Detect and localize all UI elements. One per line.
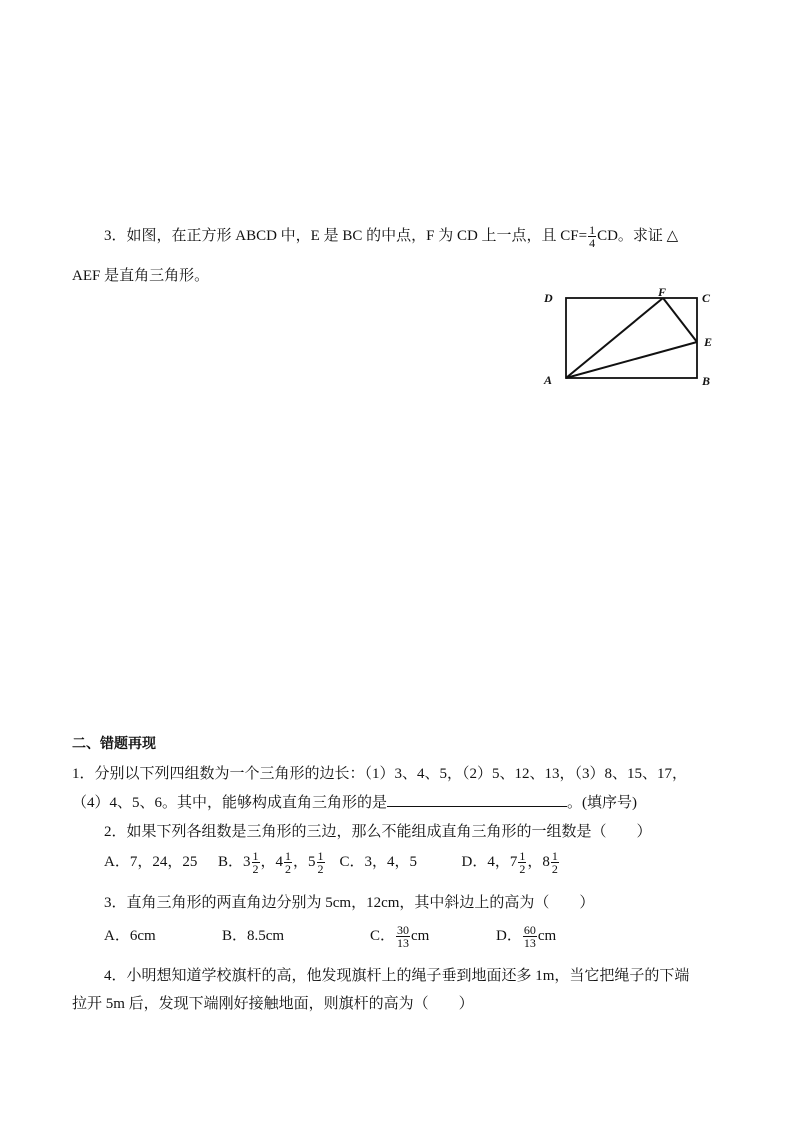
q2-option-b: B．3 $\frac{1}{2}$ ，4 $\frac{1}{2}$ ，5 $\frac{1}{2}$ xyxy=(218,849,324,876)
q2-option-d: D．4，7 $\frac{1}{2}$ ，8 $\frac{1}{2}$ xyxy=(461,849,558,876)
problem3-line2: AEF 是直角三角形。 xyxy=(72,268,210,284)
q3-option-c: C． $\frac{30}{13}$ cm xyxy=(370,923,430,950)
q3-stem: 3．直角三角形的两直角边分别为 5cm，12cm，其中斜边上的高为（ ） xyxy=(104,895,595,911)
segment-fe xyxy=(663,298,697,342)
label-b: B xyxy=(702,374,711,388)
q4-line1: 4．小明想知道学校旗杆的高，他发现旗杆上的绳子垂到地面还多 1m，当它把绳子的下端 xyxy=(104,968,690,984)
q4-line2: 拉开 5m 后，发现下端刚好接触地面，则旗杆的高为（ ） xyxy=(72,996,474,1012)
square-outline xyxy=(566,298,697,378)
problem3-text-prefix: 3．如图，在正方形 ABCD 中，E 是 BC 的中点，F 为 CD 上一点，且 CF= xyxy=(104,227,588,244)
fraction-one-quarter: $\frac{1}{4}$ xyxy=(589,223,596,250)
problem3-line1 xyxy=(104,224,678,249)
problem3-text-suffix: CD。求证 △ xyxy=(597,227,679,244)
q2-stem: 2．如果下列各组数是三角形的三边，那么不能组成直角三角形的一组数是（ ） xyxy=(104,824,652,840)
q2-option-a: A．7，24，25 xyxy=(104,853,198,870)
label-e: E xyxy=(704,335,713,349)
q2-options xyxy=(104,850,560,875)
label-f: F xyxy=(658,286,667,299)
q3-option-d: D． $\frac{60}{13}$ cm xyxy=(496,923,557,950)
q1-line1: 1．分别以下列四组数为一个三角形的边长：（1）3、4、5，（2）5、12、13，（3）8、15、17， xyxy=(72,766,688,782)
label-a: A xyxy=(544,373,553,387)
q3-options xyxy=(104,924,556,949)
q3-option-b: B．8.5cm xyxy=(222,927,285,944)
q2-option-c: C．3，4，5 xyxy=(339,853,418,870)
segment-af xyxy=(566,298,663,378)
label-d: D xyxy=(544,291,553,305)
segment-ae xyxy=(566,342,697,378)
answer-blank[interactable] xyxy=(387,792,567,807)
q3-option-a: A．6cm xyxy=(104,927,156,944)
q1-line2: （4）4、5、6。其中，能够构成直角三角形的是 。(填序号) xyxy=(72,792,637,813)
section-heading: 二、错题再现 xyxy=(72,736,156,752)
square-abcd-figure xyxy=(536,286,726,392)
label-c: C xyxy=(702,291,711,305)
